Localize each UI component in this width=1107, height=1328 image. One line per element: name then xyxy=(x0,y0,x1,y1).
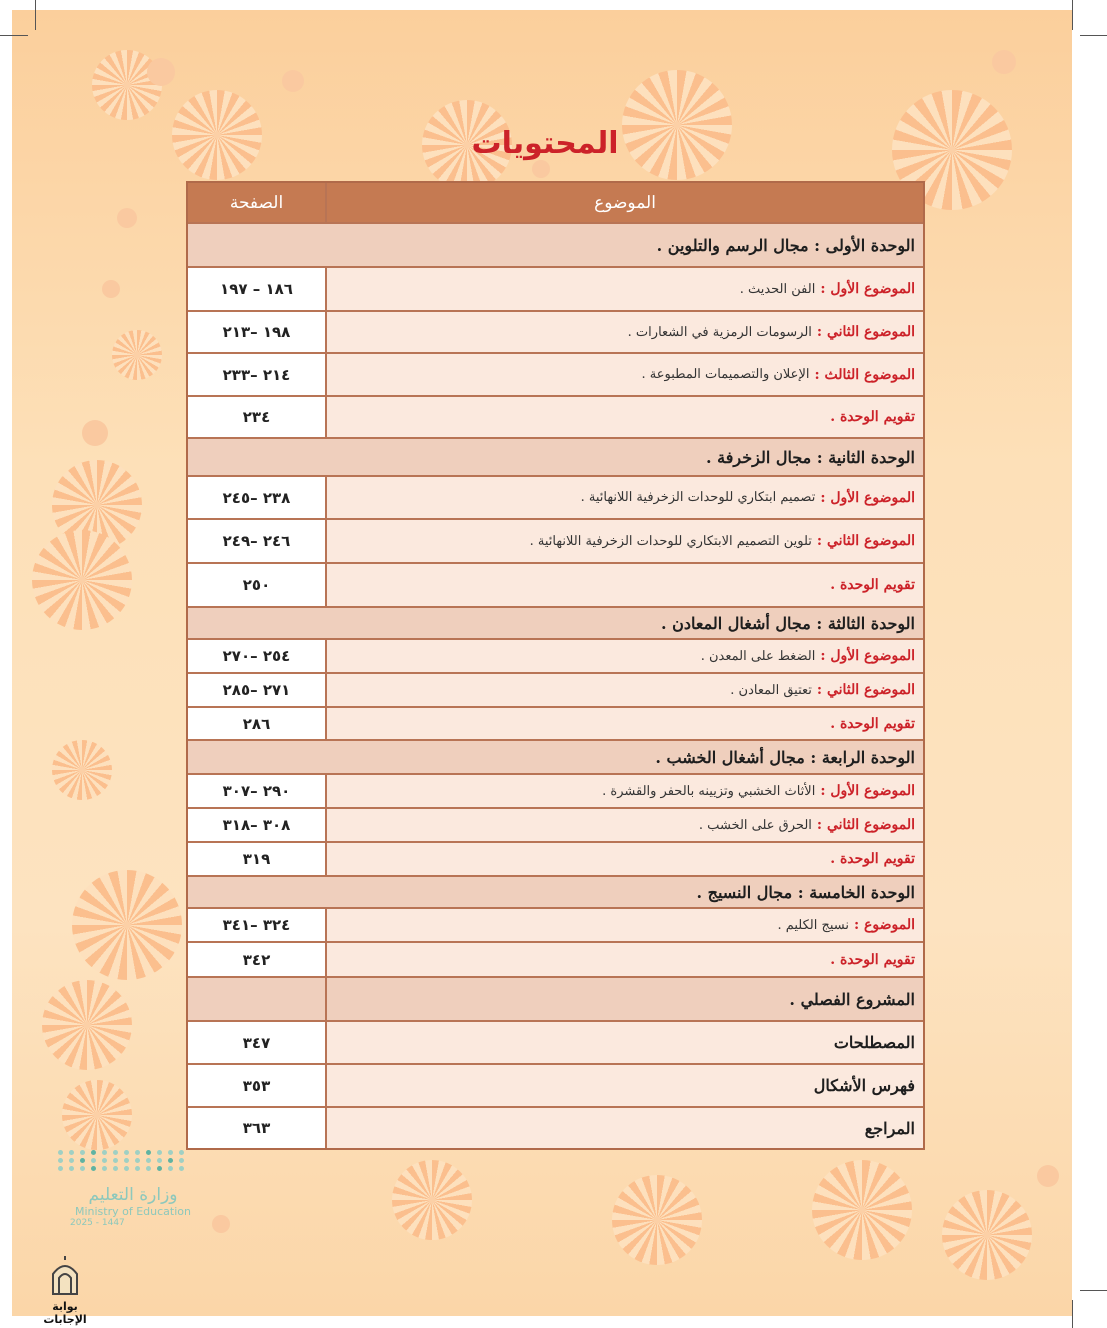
logo-dot xyxy=(69,1150,74,1155)
page-number: ٣٤٧ xyxy=(188,1022,327,1063)
unit-title: الوحدة الثانية : مجال الزخرفة . xyxy=(325,439,923,475)
topic-text: الرسومات الرمزية في الشعارات . xyxy=(627,324,812,340)
topic-cell xyxy=(327,775,923,807)
logo-dot xyxy=(80,1158,85,1163)
page-number: ٢٣٤ xyxy=(188,397,327,437)
logo-dot xyxy=(124,1150,129,1155)
logo-dot xyxy=(168,1150,173,1155)
logo-dot xyxy=(157,1150,162,1155)
topic-row xyxy=(188,518,923,562)
topic-text: الفن الحديث . xyxy=(739,281,816,297)
topic-label: الموضوع الثاني : xyxy=(816,533,915,549)
topic-cell xyxy=(327,909,923,941)
topic-row xyxy=(188,310,923,352)
topic-label: الموضوع الثاني : xyxy=(816,817,915,833)
page-number: ٢٥٤ –٢٧٠ xyxy=(188,640,327,672)
logo-dot xyxy=(58,1158,63,1163)
topic-cell xyxy=(327,843,923,875)
decorative-dot xyxy=(282,70,304,92)
decorative-flower xyxy=(62,1080,132,1150)
page-number: ٣٥٣ xyxy=(188,1065,327,1106)
logo-dot xyxy=(102,1150,107,1155)
unit-row xyxy=(188,437,923,475)
logo-dot xyxy=(168,1158,173,1163)
header-page: الصفحة xyxy=(188,183,327,222)
topic-text: الأثاث الخشبي وتزيينه بالحفر والقشرة . xyxy=(602,783,816,799)
header-topic: الموضوع xyxy=(327,183,923,222)
mosque-icon xyxy=(45,1256,85,1296)
logo-dot xyxy=(102,1166,107,1171)
unit-title: الوحدة الأولى : مجال الرسم والتلوين . xyxy=(325,224,923,266)
section-title: فهرس الأشكال xyxy=(327,1065,923,1106)
portal-logo xyxy=(30,1256,100,1326)
topic-text: الإعلان والتصميمات المطبوعة . xyxy=(641,367,810,382)
decorative-dot xyxy=(212,1215,230,1233)
topic-cell xyxy=(327,268,923,310)
logo-dot xyxy=(146,1166,151,1171)
unit-title: الوحدة الخامسة : مجال النسيج . xyxy=(325,877,923,907)
crop-mark xyxy=(0,35,28,36)
logo-dot xyxy=(91,1150,96,1155)
topic-cell xyxy=(327,477,923,518)
topic-cell xyxy=(327,809,923,841)
unit-row xyxy=(188,739,923,773)
topic-cell xyxy=(327,564,923,606)
decorative-dot xyxy=(117,208,137,228)
decorative-dot xyxy=(1037,1165,1059,1187)
topic-label: الموضوع الثاني : xyxy=(816,682,915,698)
crop-mark xyxy=(1072,1300,1073,1328)
page-number xyxy=(188,224,325,266)
page-number: ١٨٦ – ١٩٧ xyxy=(188,268,327,310)
logo-dot xyxy=(179,1166,184,1171)
page-number: ٢٨٦ xyxy=(188,708,327,739)
logo-dot xyxy=(91,1158,96,1163)
page-title: المحتويات xyxy=(471,126,619,161)
topic-row xyxy=(188,773,923,807)
contents-table xyxy=(186,181,925,1150)
decorative-flower xyxy=(72,870,182,980)
ministry-name-ar: وزارة التعليم xyxy=(88,1185,178,1205)
ministry-year: 2025 - 1447 xyxy=(70,1218,125,1228)
logo-dot xyxy=(135,1166,140,1171)
logo-dot xyxy=(124,1158,129,1163)
table-header-row xyxy=(188,183,923,222)
logo-dot xyxy=(146,1158,151,1163)
topic-row xyxy=(188,475,923,518)
topic-row xyxy=(188,266,923,310)
topic-row xyxy=(188,706,923,739)
logo-dot xyxy=(69,1158,74,1163)
page-number: ٢٤٦ –٢٤٩ xyxy=(188,520,327,562)
topic-row xyxy=(188,941,923,976)
topic-text: الحرق على الخشب . xyxy=(698,817,812,833)
logo-dot xyxy=(113,1166,118,1171)
decorative-flower xyxy=(112,330,162,380)
decorative-dot xyxy=(992,50,1016,74)
logo-dot xyxy=(69,1166,74,1171)
topic-label: تقويم الوحدة . xyxy=(830,851,915,867)
unit-title: المشروع الفصلي . xyxy=(327,978,923,1020)
page-number: ٢٥٠ xyxy=(188,564,327,606)
page-number xyxy=(188,608,325,638)
page-number: ٣٦٣ xyxy=(188,1108,327,1148)
unit-title: الوحدة الرابعة : مجال أشغال الخشب . xyxy=(325,741,923,773)
section-row xyxy=(188,1020,923,1063)
topic-row xyxy=(188,352,923,395)
logo-dot xyxy=(157,1158,162,1163)
topic-row xyxy=(188,562,923,606)
page-number: ٢١٤ –٢٣٣ xyxy=(188,354,327,395)
topic-cell xyxy=(327,354,923,395)
topic-cell xyxy=(327,520,923,562)
decorative-flower xyxy=(622,70,732,180)
logo-dot xyxy=(113,1150,118,1155)
topic-row xyxy=(188,672,923,706)
ministry-logo xyxy=(58,1150,208,1228)
logo-dot xyxy=(102,1158,107,1163)
topic-label: تقويم الوحدة . xyxy=(830,577,915,593)
page-number: ٢٩٠ –٣٠٧ xyxy=(188,775,327,807)
page-number xyxy=(188,439,325,475)
section-title: المراجع xyxy=(327,1108,923,1148)
logo-dot xyxy=(113,1158,118,1163)
decorative-flower xyxy=(52,740,112,800)
topic-text: نسيج الكليم . xyxy=(777,917,849,933)
topic-row xyxy=(188,395,923,437)
section-row xyxy=(188,1063,923,1106)
logo-dot xyxy=(179,1150,184,1155)
topic-label: الموضوع الثالث : xyxy=(814,366,915,383)
page-number: ٣٢٤ –٣٤١ xyxy=(188,909,327,941)
topic-label: تقويم الوحدة . xyxy=(830,951,915,968)
logo-dot xyxy=(146,1150,151,1155)
ministry-logo-mark xyxy=(58,1150,208,1171)
decorative-dot xyxy=(102,280,120,298)
page-number: ٣١٩ xyxy=(188,843,327,875)
page-number: ٢٧١ –٢٨٥ xyxy=(188,674,327,706)
logo-dot xyxy=(91,1166,96,1171)
page-number: ٣٤٢ xyxy=(188,943,327,976)
decorative-flower xyxy=(32,530,132,630)
page-number: ٣٠٨ –٣١٨ xyxy=(188,809,327,841)
decorative-flower xyxy=(42,980,132,1070)
logo-dot xyxy=(135,1158,140,1163)
topic-text: الضغط على المعدن . xyxy=(700,648,816,664)
topic-label: تقويم الوحدة . xyxy=(830,715,915,732)
topic-text: تصميم ابتكاري للوحدات الزخرفية اللانهائية . xyxy=(580,490,816,505)
topic-label: تقويم الوحدة . xyxy=(830,409,915,425)
section-row xyxy=(188,1106,923,1148)
topic-cell xyxy=(327,674,923,706)
decorative-dot xyxy=(532,160,550,178)
page-number xyxy=(188,978,327,1020)
unit-row xyxy=(188,875,923,907)
unit-title: الوحدة الثالثة : مجال أشغال المعادن . xyxy=(325,608,923,638)
topic-label: الموضوع الثاني : xyxy=(816,324,915,340)
unit-row xyxy=(188,222,923,266)
decorative-flower xyxy=(942,1190,1032,1280)
decorative-dot xyxy=(147,58,175,86)
logo-dot xyxy=(124,1166,129,1171)
logo-dot xyxy=(80,1150,85,1155)
crop-mark xyxy=(35,0,36,30)
topic-row xyxy=(188,638,923,672)
topic-cell xyxy=(327,640,923,672)
topic-label: الموضوع الأول : xyxy=(820,783,915,799)
crop-mark xyxy=(1080,1290,1107,1291)
logo-dot xyxy=(58,1166,63,1171)
decorative-flower xyxy=(392,1160,472,1240)
decorative-flower xyxy=(812,1160,912,1260)
topic-row xyxy=(188,841,923,875)
crop-mark xyxy=(1080,35,1107,36)
decorative-flower xyxy=(612,1175,702,1265)
topic-label: الموضوع الأول : xyxy=(820,489,915,506)
logo-dot xyxy=(179,1158,184,1163)
topic-text: تعتيق المعادن . xyxy=(730,682,812,698)
topic-label: الموضوع الأول : xyxy=(820,648,915,664)
page-number xyxy=(188,741,325,773)
logo-dot xyxy=(135,1150,140,1155)
logo-dot xyxy=(157,1166,162,1171)
topic-row xyxy=(188,907,923,941)
topic-cell xyxy=(327,708,923,739)
unit-row xyxy=(188,976,923,1020)
decorative-dot xyxy=(82,420,108,446)
logo-dot xyxy=(80,1166,85,1171)
topic-label: الموضوع : xyxy=(854,917,915,933)
logo-dot xyxy=(168,1166,173,1171)
topic-cell xyxy=(327,943,923,976)
page-number: ١٩٨ –٢١٣ xyxy=(188,312,327,352)
topic-label: الموضوع الأول : xyxy=(820,281,915,297)
ministry-name-en: Ministry of Education xyxy=(74,1205,191,1218)
portal-name: بوابة الإجابات xyxy=(43,1300,87,1326)
topic-row xyxy=(188,807,923,841)
section-title: المصطلحات xyxy=(327,1022,923,1063)
topic-cell xyxy=(327,397,923,437)
crop-mark xyxy=(1072,0,1073,30)
topic-text: تلوين التصميم الابتكاري للوحدات الزخرفية اللانهائية . xyxy=(529,533,812,549)
page-number: ٢٣٨ –٢٤٥ xyxy=(188,477,327,518)
logo-dot xyxy=(58,1150,63,1155)
unit-row xyxy=(188,606,923,638)
topic-cell xyxy=(327,312,923,352)
page-number xyxy=(188,877,325,907)
